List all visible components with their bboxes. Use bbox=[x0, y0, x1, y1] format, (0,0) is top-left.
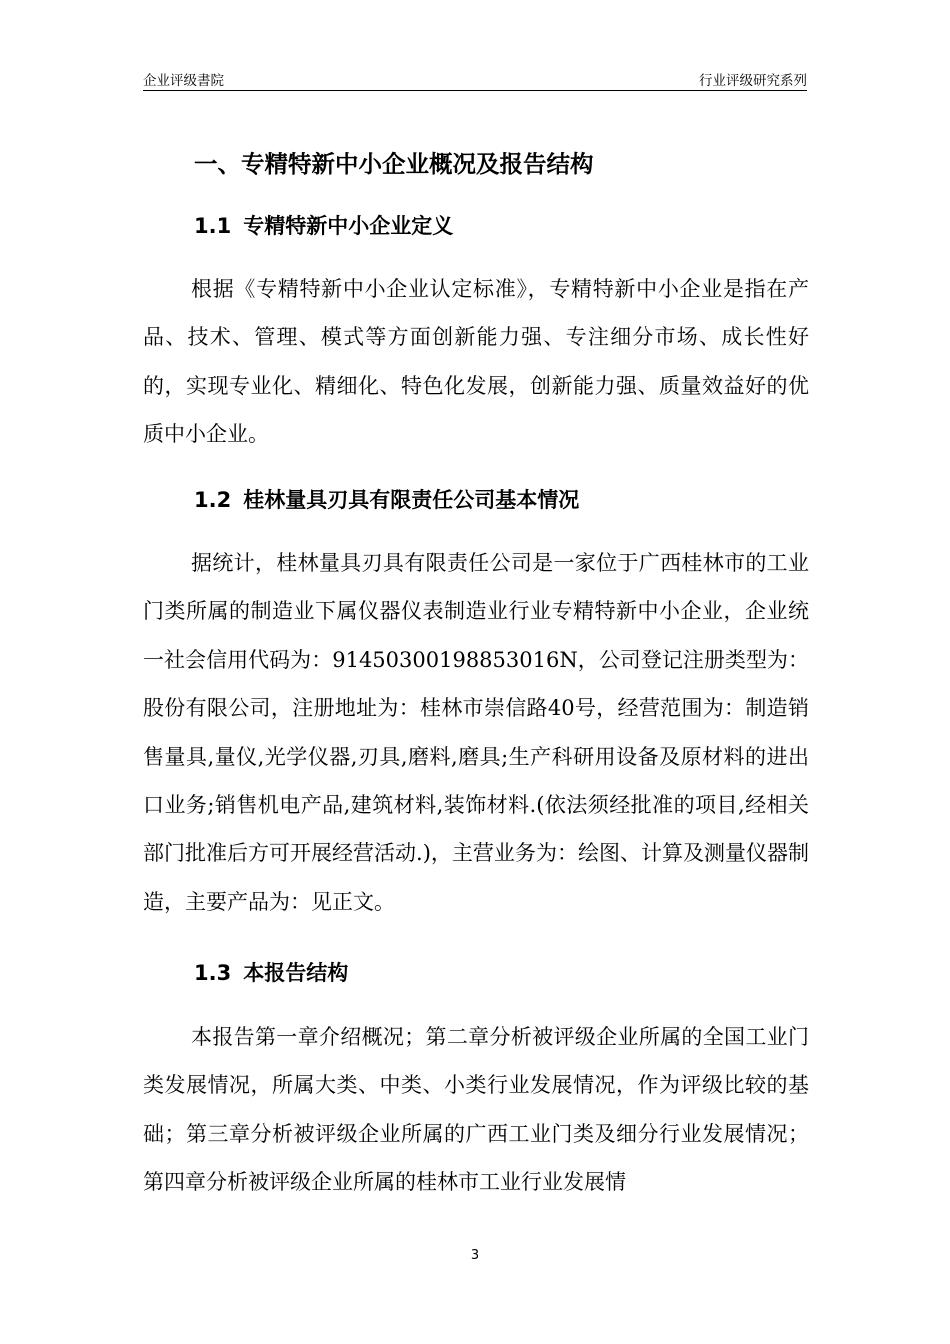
section-heading-1-3 bbox=[194, 957, 348, 989]
section-title: 桂林量具刃具有限责任公司基本情况 bbox=[243, 488, 580, 512]
chapter-title: 一、专精特新中小企业概况及报告结构 bbox=[194, 150, 594, 178]
section-title: 本报告结构 bbox=[243, 961, 349, 985]
section-paragraph-1-2: 据统计，桂林量具刃具有限责任公司是一家位于广西桂林市的工业门类所属的制造业下属仪器仪表制造业行业专精特新中小企业，企业统一社会信用代码为：91450300198853016N，公司登记注册类型为：股份有限公司，注册地址为：桂林市崇信路40号，经营范围为：制造销售量具,量仪,光学仪器,刃具,磨料,磨具;生产科研用设备及原材料的进出口业务;销售机电产品,建筑材料,装饰材料.(依法须经批准的项目,经相关部门批准后方可开展经营活动.)，主营业务为：绘图、计算及测量仪器制造，主要产品为：见正文。 bbox=[143, 551, 809, 914]
section-number: 1.3 bbox=[194, 961, 232, 985]
page-number: 3 bbox=[470, 1248, 480, 1263]
section-paragraph-1-3: 本报告第一章介绍概况；第二章分析被评级企业所属的全国工业门类发展情况，所属大类、中类、小类行业发展情况，作为评级比较的基础；第三章分析被评级企业所属的广西工业门类及细分行业发展情况；第四章分析被评级企业所属的桂林市工业行业发展情 bbox=[143, 1025, 809, 1195]
section-number: 1.1 bbox=[194, 214, 232, 238]
section-paragraph-1-1: 根据《专精特新中小企业认定标准》，专精特新中小企业是指在产品、技术、管理、模式等方面创新能力强、专注细分市场、成长性好的，实现专业化、精细化、特色化发展，创新能力强、质量效益好的优质中小企业。 bbox=[143, 277, 809, 447]
page-header bbox=[143, 66, 807, 91]
header-org-name: 企业评级書院 bbox=[143, 73, 224, 89]
section-title: 专精特新中小企业定义 bbox=[243, 214, 454, 238]
header-series-name: 行业评级研究系列 bbox=[699, 73, 807, 89]
section-heading-1-1 bbox=[194, 210, 453, 242]
section-heading-1-2 bbox=[194, 484, 579, 516]
section-number: 1.2 bbox=[194, 488, 232, 512]
